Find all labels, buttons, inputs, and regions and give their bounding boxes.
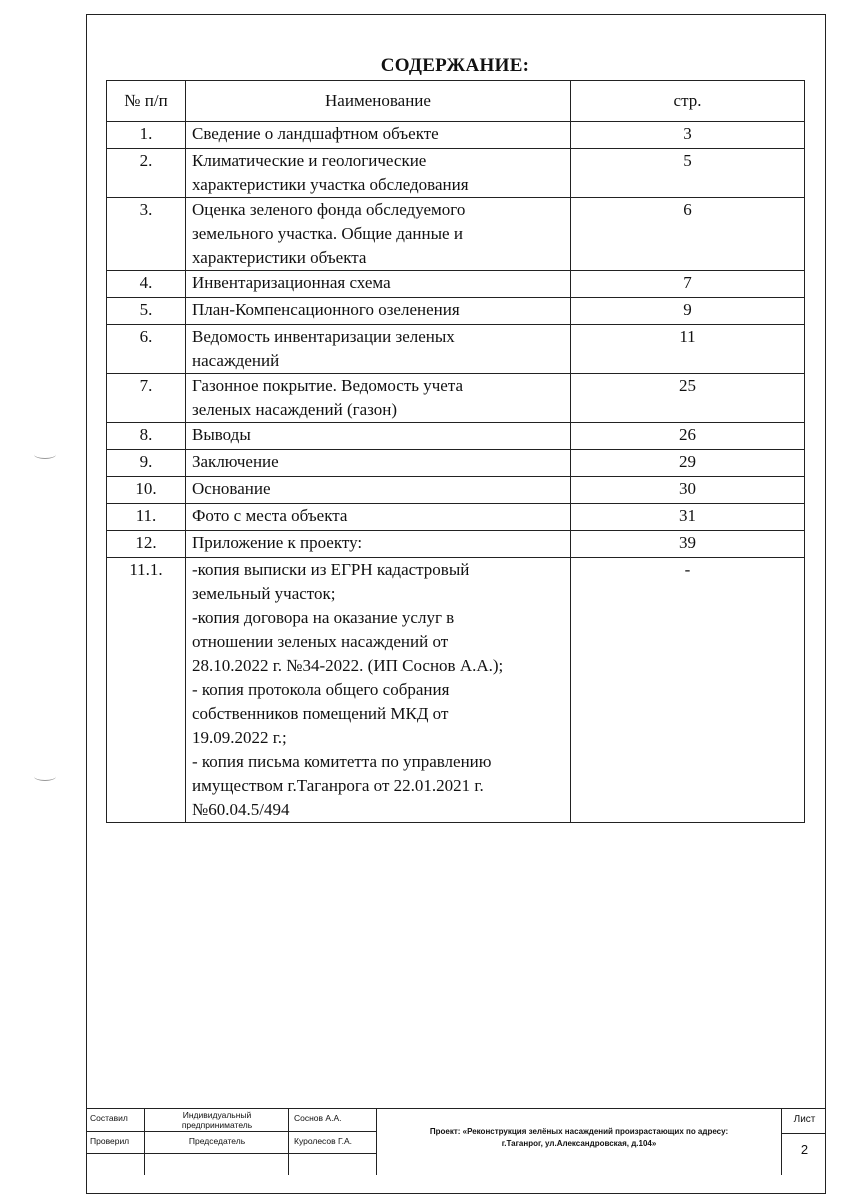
- checked-name: Куролесов Г.А.: [294, 1136, 352, 1146]
- table-row: [107, 477, 805, 504]
- row-name: [186, 504, 571, 531]
- row-name: [186, 198, 571, 271]
- title-block: [86, 1108, 826, 1174]
- row-name-line: 19.09.2022 г.;: [192, 728, 287, 747]
- checked-role: Председатель: [188, 1136, 246, 1146]
- row-number: 9.: [107, 450, 186, 477]
- row-page: 31: [571, 504, 805, 531]
- row-page: 26: [571, 423, 805, 450]
- table-row: [107, 450, 805, 477]
- row-name-line: Климатические и геологические: [192, 151, 427, 170]
- row-name-line: Основание: [192, 479, 271, 498]
- row-page: 5: [571, 149, 805, 198]
- row-page: -: [571, 558, 805, 823]
- row-name: [186, 271, 571, 298]
- row-number: 10.: [107, 477, 186, 504]
- row-name-line: -копия выписки из ЕГРН кадастровый: [192, 560, 470, 579]
- row-name-line: План-Компенсационного озеленения: [192, 300, 460, 319]
- row-name-line: отношении зеленых насаждений от: [192, 632, 449, 651]
- row-name: [186, 423, 571, 450]
- row-page: 11: [571, 325, 805, 374]
- row-name: [186, 122, 571, 149]
- table-row: [107, 271, 805, 298]
- row-number: 8.: [107, 423, 186, 450]
- contents-table: [106, 80, 805, 823]
- scan-mark: [34, 772, 56, 781]
- row-name: [186, 531, 571, 558]
- table-header-row: [107, 81, 805, 122]
- row-name-line: характеристики объекта: [192, 248, 367, 267]
- header-number: № п/п: [107, 81, 186, 122]
- row-name: [186, 298, 571, 325]
- row-name: [186, 325, 571, 374]
- row-name-line: имуществом г.Таганрога от 22.01.2021 г.: [192, 776, 484, 795]
- row-page: 6: [571, 198, 805, 271]
- page-title: СОДЕРЖАНИЕ:: [380, 55, 530, 76]
- row-page: 29: [571, 450, 805, 477]
- header-name: Наименование: [186, 81, 571, 122]
- table-row: [107, 504, 805, 531]
- table-row: [107, 198, 805, 271]
- row-name: [186, 558, 571, 823]
- row-number: 4.: [107, 271, 186, 298]
- row-number: 12.: [107, 531, 186, 558]
- row-number: 11.1.: [107, 558, 186, 823]
- row-name-line: зеленых насаждений (газон): [192, 400, 398, 419]
- row-name-line: характеристики участка обследования: [192, 175, 469, 194]
- row-name-line: - копия письма комитетта по управлению: [192, 752, 492, 771]
- row-name-line: Инвентаризационная схема: [192, 273, 391, 292]
- composed-name: Соснов А.А.: [294, 1113, 342, 1123]
- row-page: 39: [571, 531, 805, 558]
- composed-role: Индивидуальный предприниматель: [181, 1110, 253, 1130]
- table-row: [107, 325, 805, 374]
- row-name-line: Заключение: [192, 452, 279, 471]
- row-name-line: земельный участок;: [192, 584, 336, 603]
- row-name: [186, 477, 571, 504]
- row-name: [186, 374, 571, 423]
- row-name-line: 28.10.2022 г. №34-2022. (ИП Соснов А.А.);: [192, 656, 504, 675]
- row-name-line: Сведение о ландшафтном объекте: [192, 124, 439, 143]
- row-name-line: собственников помещений МКД от: [192, 704, 449, 723]
- row-page: 9: [571, 298, 805, 325]
- row-page: 3: [571, 122, 805, 149]
- row-number: 7.: [107, 374, 186, 423]
- sheet-number: 2: [800, 1142, 809, 1157]
- sheet-label: Лист: [793, 1114, 816, 1125]
- row-name-line: Газонное покрытие. Ведомость учета: [192, 376, 464, 395]
- row-name-line: насаждений: [192, 351, 280, 370]
- row-name-line: -копия договора на оказание услуг в: [192, 608, 455, 627]
- project-title: Проект: «Реконструкция зелёных насаждений произрастающих по адресу: г.Таганрог, ул.Александровская, д.104»: [429, 1127, 729, 1148]
- row-name-line: Приложение к проекту:: [192, 533, 363, 552]
- row-name: [186, 149, 571, 198]
- row-name-line: Ведомость инвентаризации зеленых: [192, 327, 455, 346]
- header-page: стр.: [571, 81, 805, 122]
- row-number: 3.: [107, 198, 186, 271]
- row-page: 25: [571, 374, 805, 423]
- table-row: [107, 374, 805, 423]
- table-row: [107, 531, 805, 558]
- row-name-line: - копия протокола общего собрания: [192, 680, 450, 699]
- table-row: [107, 149, 805, 198]
- row-name-line: Фото с места объекта: [192, 506, 348, 525]
- row-page: 30: [571, 477, 805, 504]
- row-name: [186, 450, 571, 477]
- row-number: 1.: [107, 122, 186, 149]
- composed-label: Составил: [90, 1113, 128, 1123]
- row-number: 5.: [107, 298, 186, 325]
- row-number: 6.: [107, 325, 186, 374]
- checked-label: Проверил: [90, 1136, 130, 1146]
- table-row: [107, 298, 805, 325]
- table-row: [107, 558, 805, 823]
- table-row: [107, 122, 805, 149]
- scan-mark: [34, 450, 56, 459]
- row-number: 2.: [107, 149, 186, 198]
- row-name-line: №60.04.5/494: [192, 800, 290, 819]
- row-name-line: земельного участка. Общие данные и: [192, 224, 463, 243]
- row-name-line: Оценка зеленого фонда обследуемого: [192, 200, 466, 219]
- table-row: [107, 423, 805, 450]
- row-page: 7: [571, 271, 805, 298]
- row-name-line: Выводы: [192, 425, 251, 444]
- row-number: 11.: [107, 504, 186, 531]
